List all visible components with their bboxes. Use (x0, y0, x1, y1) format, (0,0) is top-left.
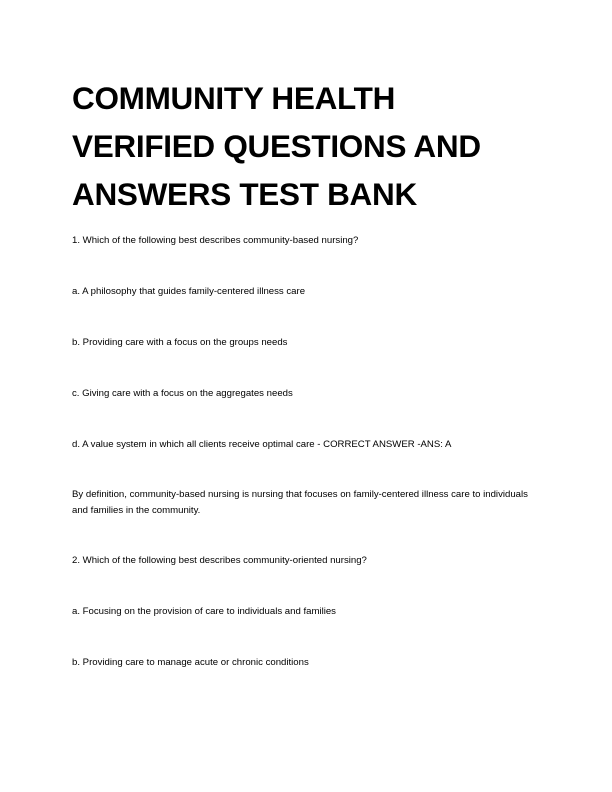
question-1-rationale: By definition, community-based nursing is nursing that focuses on family-centered illness care to individuals and families in the community. (72, 489, 528, 516)
document-title (72, 74, 552, 218)
question-2: 2. Which of the following best describes community-oriented nursing? (72, 555, 367, 566)
question-1-option-d-answer: d. A value system in which all clients receive optimal care - CORRECT ANSWER -ANS: A (72, 439, 452, 450)
question-1-option-a: a. A philosophy that guides family-centered illness care (72, 286, 306, 297)
question-1: 1. Which of the following best describes community-based nursing? (72, 235, 359, 246)
question-2-option-a: a. Focusing on the provision of care to individuals and families (72, 606, 336, 617)
title-line-1: COMMUNITY HEALTH (72, 80, 396, 116)
question-1-option-b: b. Providing care with a focus on the groups needs (72, 337, 288, 348)
title-line-2: VERIFIED QUESTIONS AND (72, 128, 481, 164)
title-line-3: ANSWERS TEST BANK (72, 176, 417, 212)
question-1-option-c: c. Giving care with a focus on the aggregates needs (72, 388, 293, 399)
question-2-option-b: b. Providing care to manage acute or chronic conditions (72, 657, 309, 668)
